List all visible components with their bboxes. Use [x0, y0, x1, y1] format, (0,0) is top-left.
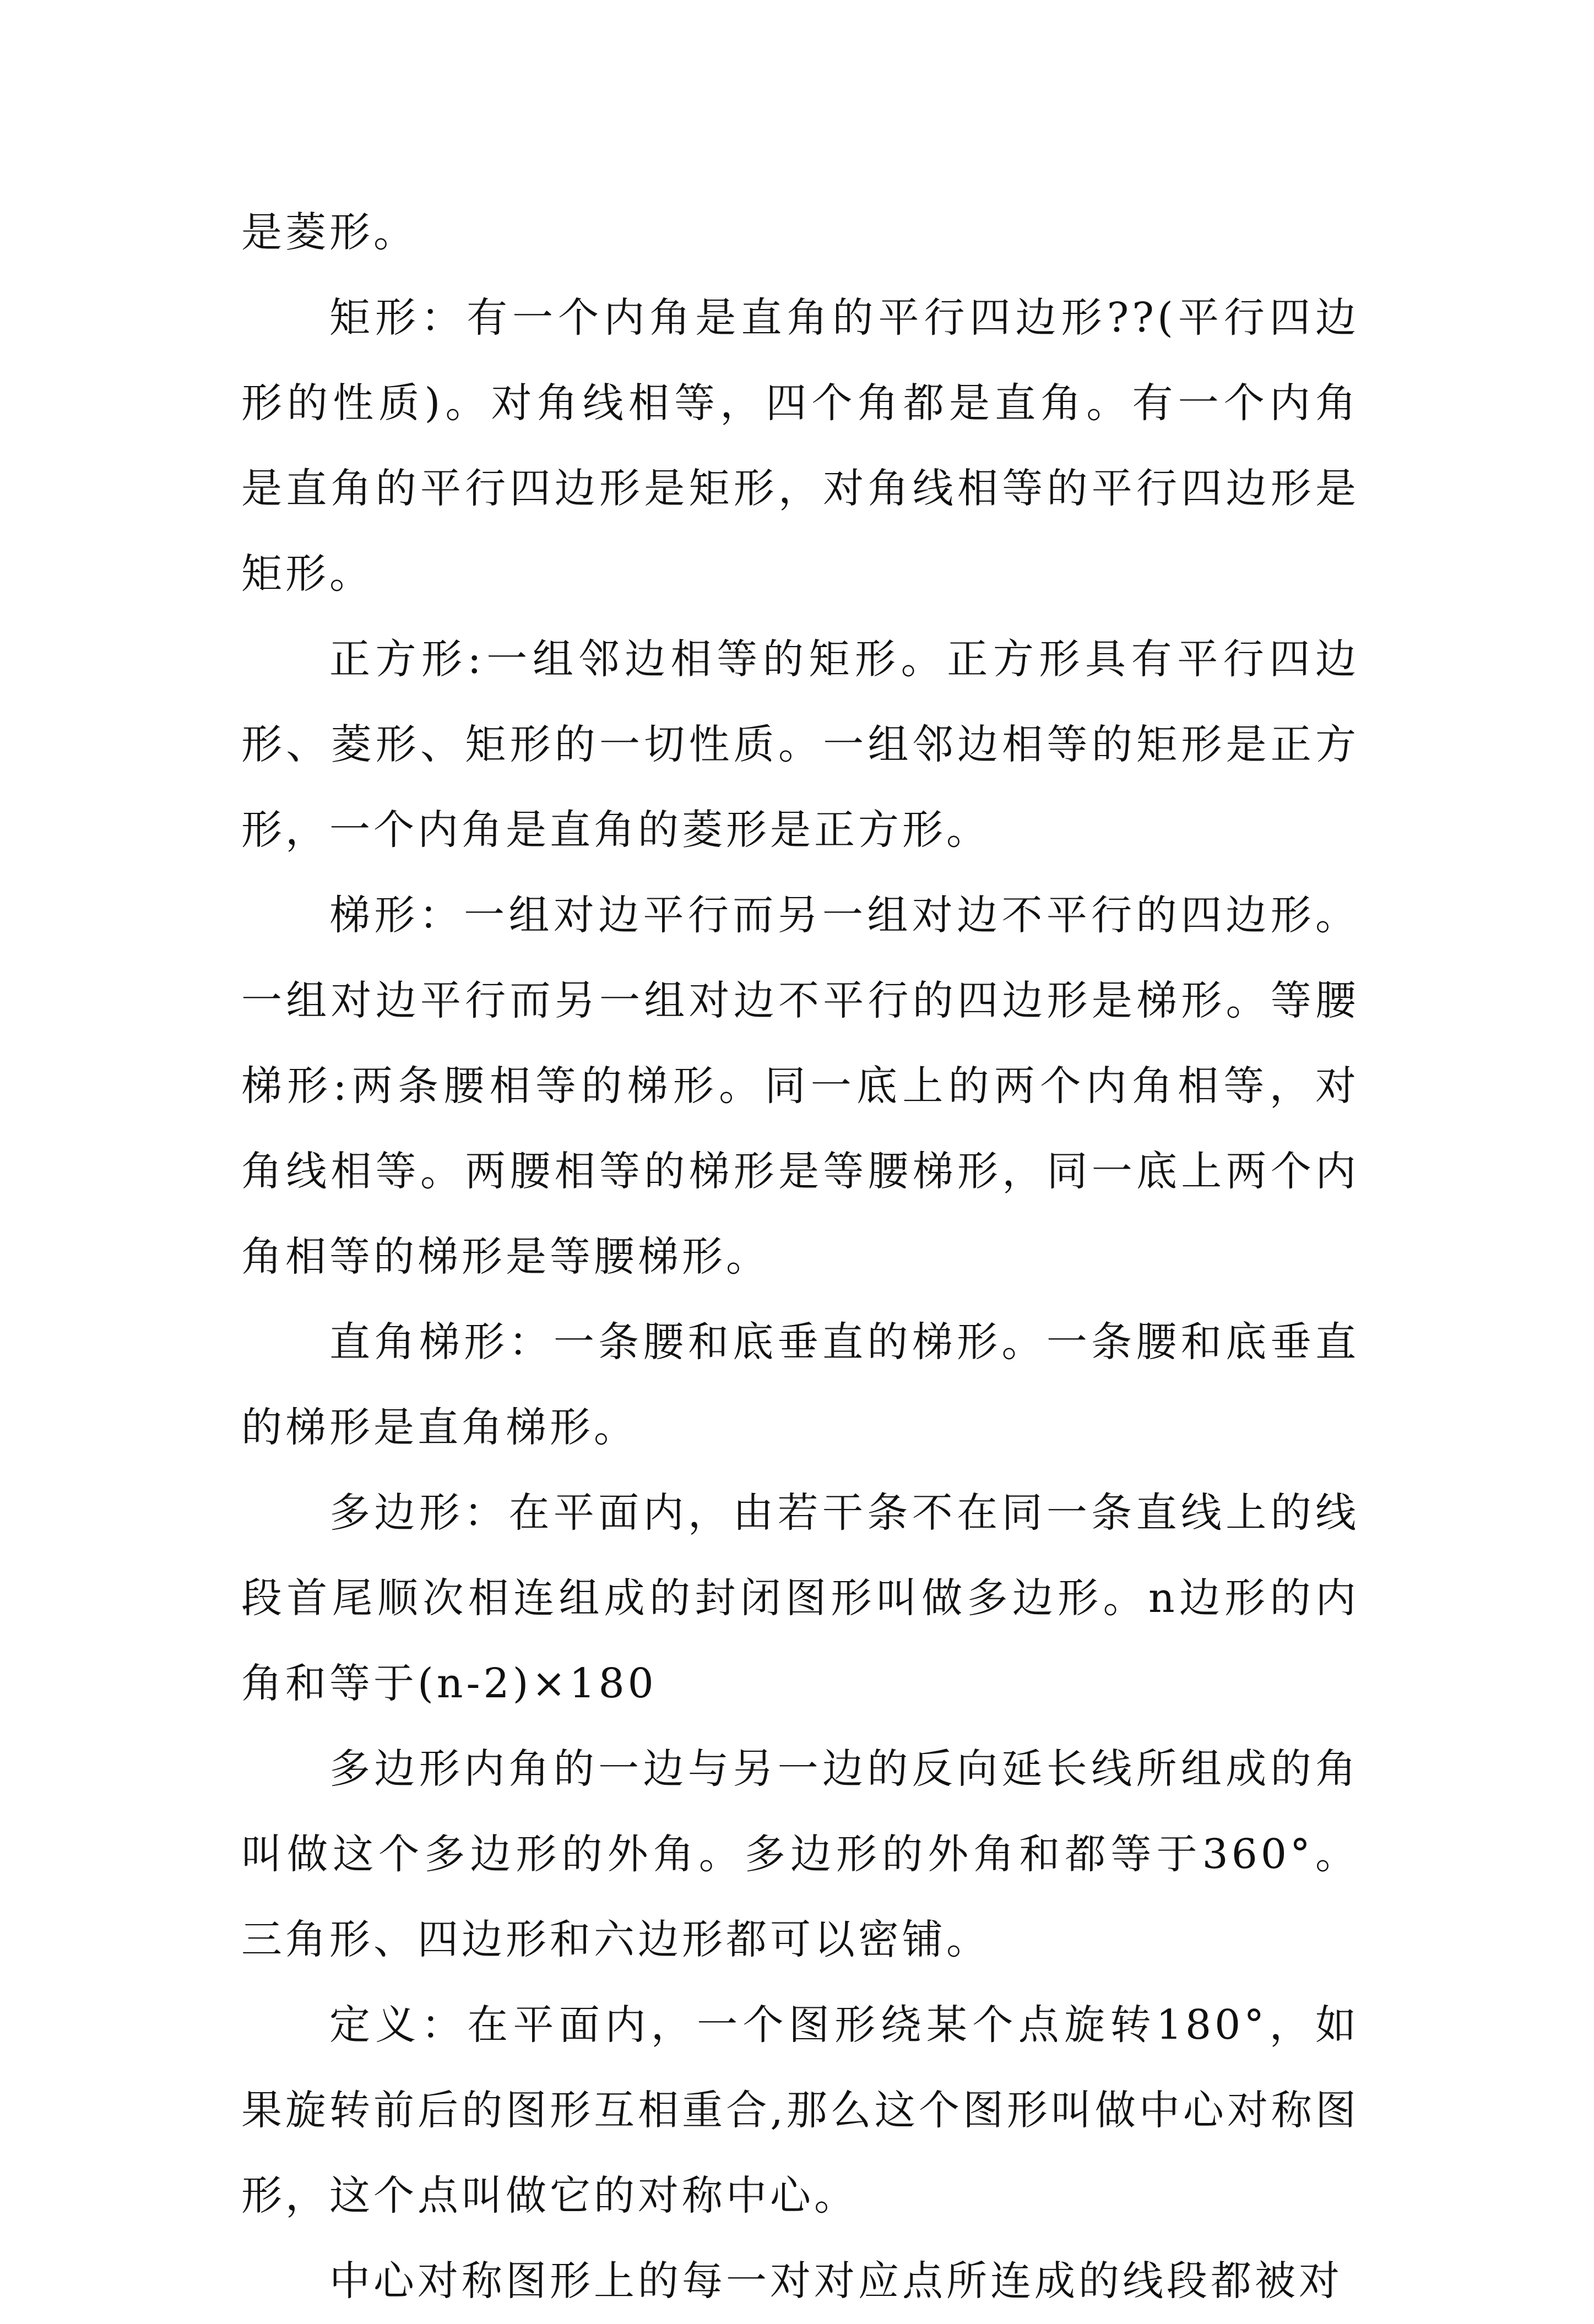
paragraph-square: 正方形:一组邻边相等的矩形。正方形具有平行四边形、菱形、矩形的一切性质。一组邻边相等的矩形是正方形，一个内角是直角的菱形是正方形。: [241, 636, 1359, 854]
paragraph-central-symmetry-definition: 定义：在平面内，一个图形绕某个点旋转180°，如果旋转前后的图形互相重合,那么这个图形叫做中心对称图形，这个点叫做它的对称中心。: [241, 2001, 1359, 2219]
paragraph-rectangle: 矩形：有一个内角是直角的平行四边形??(平行四边形的性质)。对角线相等，四个角都是直角。有一个内角是直角的平行四边形是矩形，对角线相等的平行四边形是矩形。: [241, 294, 1359, 598]
paragraph-right-trapezoid: 直角梯形：一条腰和底垂直的梯形。一条腰和底垂直的梯形是直角梯形。: [241, 1318, 1359, 1451]
paragraph-exterior-angle: 多边形内角的一边与另一边的反向延长线所组成的角叫做这个多边形的外角。多边形的外角和都等于360°。三角形、四边形和六边形都可以密铺。: [241, 1745, 1359, 1963]
paragraph-rhombus-end: 是菱形。: [241, 209, 418, 256]
body-text: [241, 190, 1359, 2324]
paragraph-polygon: 多边形：在平面内，由若干条不在同一条直线上的线段首尾顺次相连组成的封闭图形叫做多边形。n边形的内角和等于(n-2)×180: [241, 1489, 1359, 1707]
paragraph-trapezoid: 梯形：一组对边平行而另一组对边不平行的四边形。一组对边平行而另一组对边不平行的四边形是梯形。等腰梯形:两条腰相等的梯形。同一底上的两个内角相等，对角线相等。两腰相等的梯形是等腰梯形，同一底上两个内角相等的梯形是等腰梯形。: [241, 892, 1359, 1280]
paragraph-central-symmetry-property: 中心对称图形上的每一对对应点所连成的线段都被对: [329, 2257, 1343, 2305]
